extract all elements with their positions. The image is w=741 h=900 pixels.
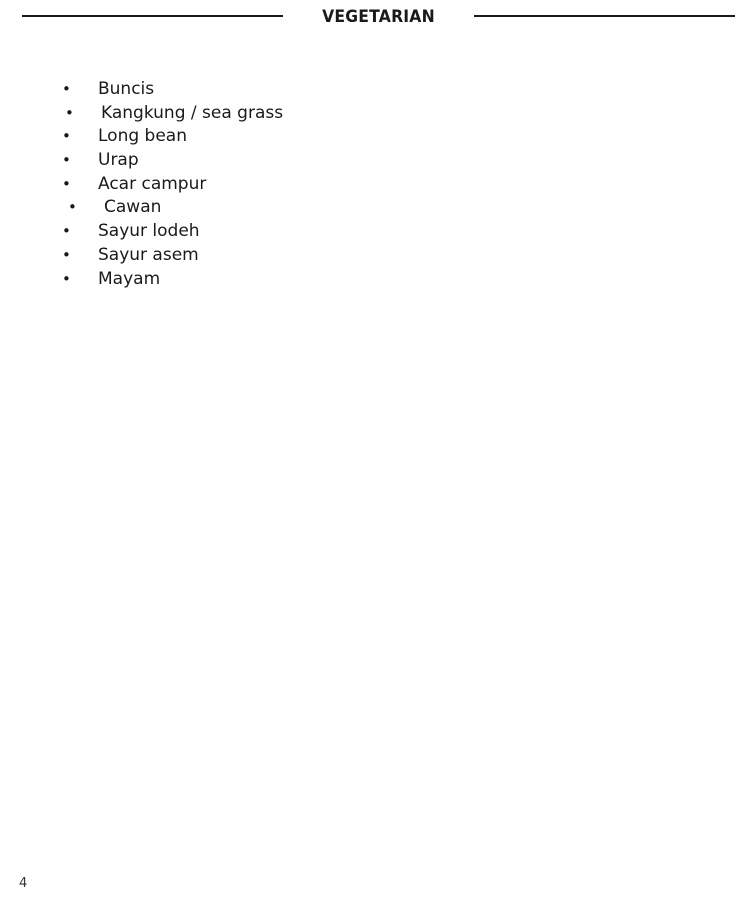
bullet-icon: • xyxy=(65,103,74,122)
header-rule-right xyxy=(474,15,735,17)
section-title: VEGETARIAN xyxy=(322,7,435,27)
page-number: 4 xyxy=(19,876,28,891)
list-item-label: Sayur lodeh xyxy=(98,221,200,242)
list-item-label: Long bean xyxy=(98,126,187,147)
bullet-icon: • xyxy=(62,269,71,288)
bullet-icon: • xyxy=(62,174,71,193)
list-item-label: Urap xyxy=(98,150,139,171)
bullet-icon: • xyxy=(62,151,71,170)
bullet-icon: • xyxy=(62,80,71,98)
list-item-label: Mayam xyxy=(98,268,161,289)
list-item-label: Sayur asem xyxy=(98,244,199,265)
list-item-label: Cawan xyxy=(104,197,162,218)
bullet-icon: • xyxy=(62,127,71,146)
header-rule-left xyxy=(22,15,283,17)
list-item-label: Buncis xyxy=(98,79,155,99)
list-item-label: Kangkung / sea grass xyxy=(101,102,284,123)
bullet-icon: • xyxy=(62,245,71,264)
bullet-icon: • xyxy=(62,222,71,241)
list-item-label: Acar campur xyxy=(98,173,207,194)
bullet-icon: • xyxy=(68,198,77,217)
